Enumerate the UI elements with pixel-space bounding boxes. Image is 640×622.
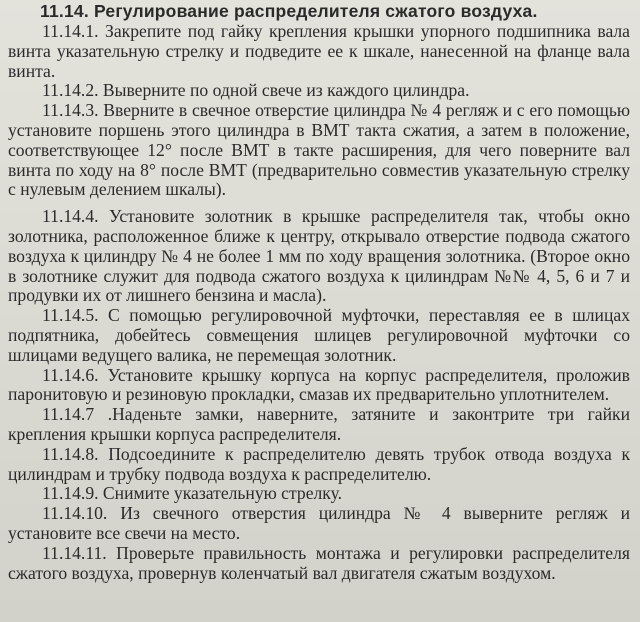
paragraph-11-14-6: 11.14.6. Установите крышку корпуса на корпус распределителя, проложив паронитовую и резиновую прокладки, смазав их предварительно уплотнителем. bbox=[8, 364, 630, 405]
paragraph-11-14-4: 11.14.4. Установите золотник в крышке распределителя так, чтобы окно золотника, расположенное ближе к центру, открывало отверстие подвода сжатого воздуха к цилиндру № 4 не более 1 мм по ходу вращения золотника. (Второе окно в золотнике служит для подвода сжатого воздуха к цилиндрам №№ 4, 5, 6 и 7 и продувки их от лишнего бензина и масла). bbox=[8, 206, 630, 306]
paragraph-11-14-7: 11.14.7 .Наденьте замки, наверните, затяните и законтрите три гайки крепления крышки корпуса распределителя. bbox=[8, 404, 630, 444]
paragraph-11-14-2: 11.14.2. Выверните по одной свече из каждого цилиндра. bbox=[42, 80, 470, 101]
paragraph-11-14-8: 11.14.8. Подсоедините к распределителю девять трубок отвода воздуха к цилиндрам и трубку подвода воздуха к распределителю. bbox=[8, 443, 630, 484]
paragraph-11-14-5: 11.14.5. С помощью регулировочной муфточки, переставляя ее в шлицах подпятника, добейтесь совмещения шлицев регулировочной муфточки со шлицами ведущего валика, не перемещая золотник. bbox=[8, 305, 630, 365]
section-title: 11.14. Регулирование распределителя сжатого воздуха. bbox=[40, 1, 538, 21]
paragraph-11-14-3: 11.14.3. Вверните в свечное отверстие цилиндра № 4 регляж и с его помощью установите поршень этого цилиндра в ВМТ такта сжатия, а затем в положение, соответствующее 12° после ВМТ в такте расширения, для чего поверните вал винта по ходу на 8° после ВМТ (предварительно совместив указательную стрелку с нулевым делением шкалы). bbox=[8, 100, 630, 200]
paragraph-11-14-1: 11.14.1. Закрепите под гайку крепления крышки упорного подшипника вала винта указательную стрелку и подведите ее к шкале, нанесенной на фланце вала винта. bbox=[8, 21, 630, 81]
paragraph-11-14-10: 11.14.10. Из свечного отверстия цилиндра № 4 выверните регляж и установите все свечи на место. bbox=[8, 503, 630, 543]
paragraph-11-14-11: 11.14.11. Проверьте правильность монтажа и регулировки распределителя сжатого воздуха, провернув коленчатый вал двигателя сжатым воздухом. bbox=[8, 542, 630, 583]
paragraph-11-14-9: 11.14.9. Снимите указательную стрелку. bbox=[42, 483, 343, 504]
